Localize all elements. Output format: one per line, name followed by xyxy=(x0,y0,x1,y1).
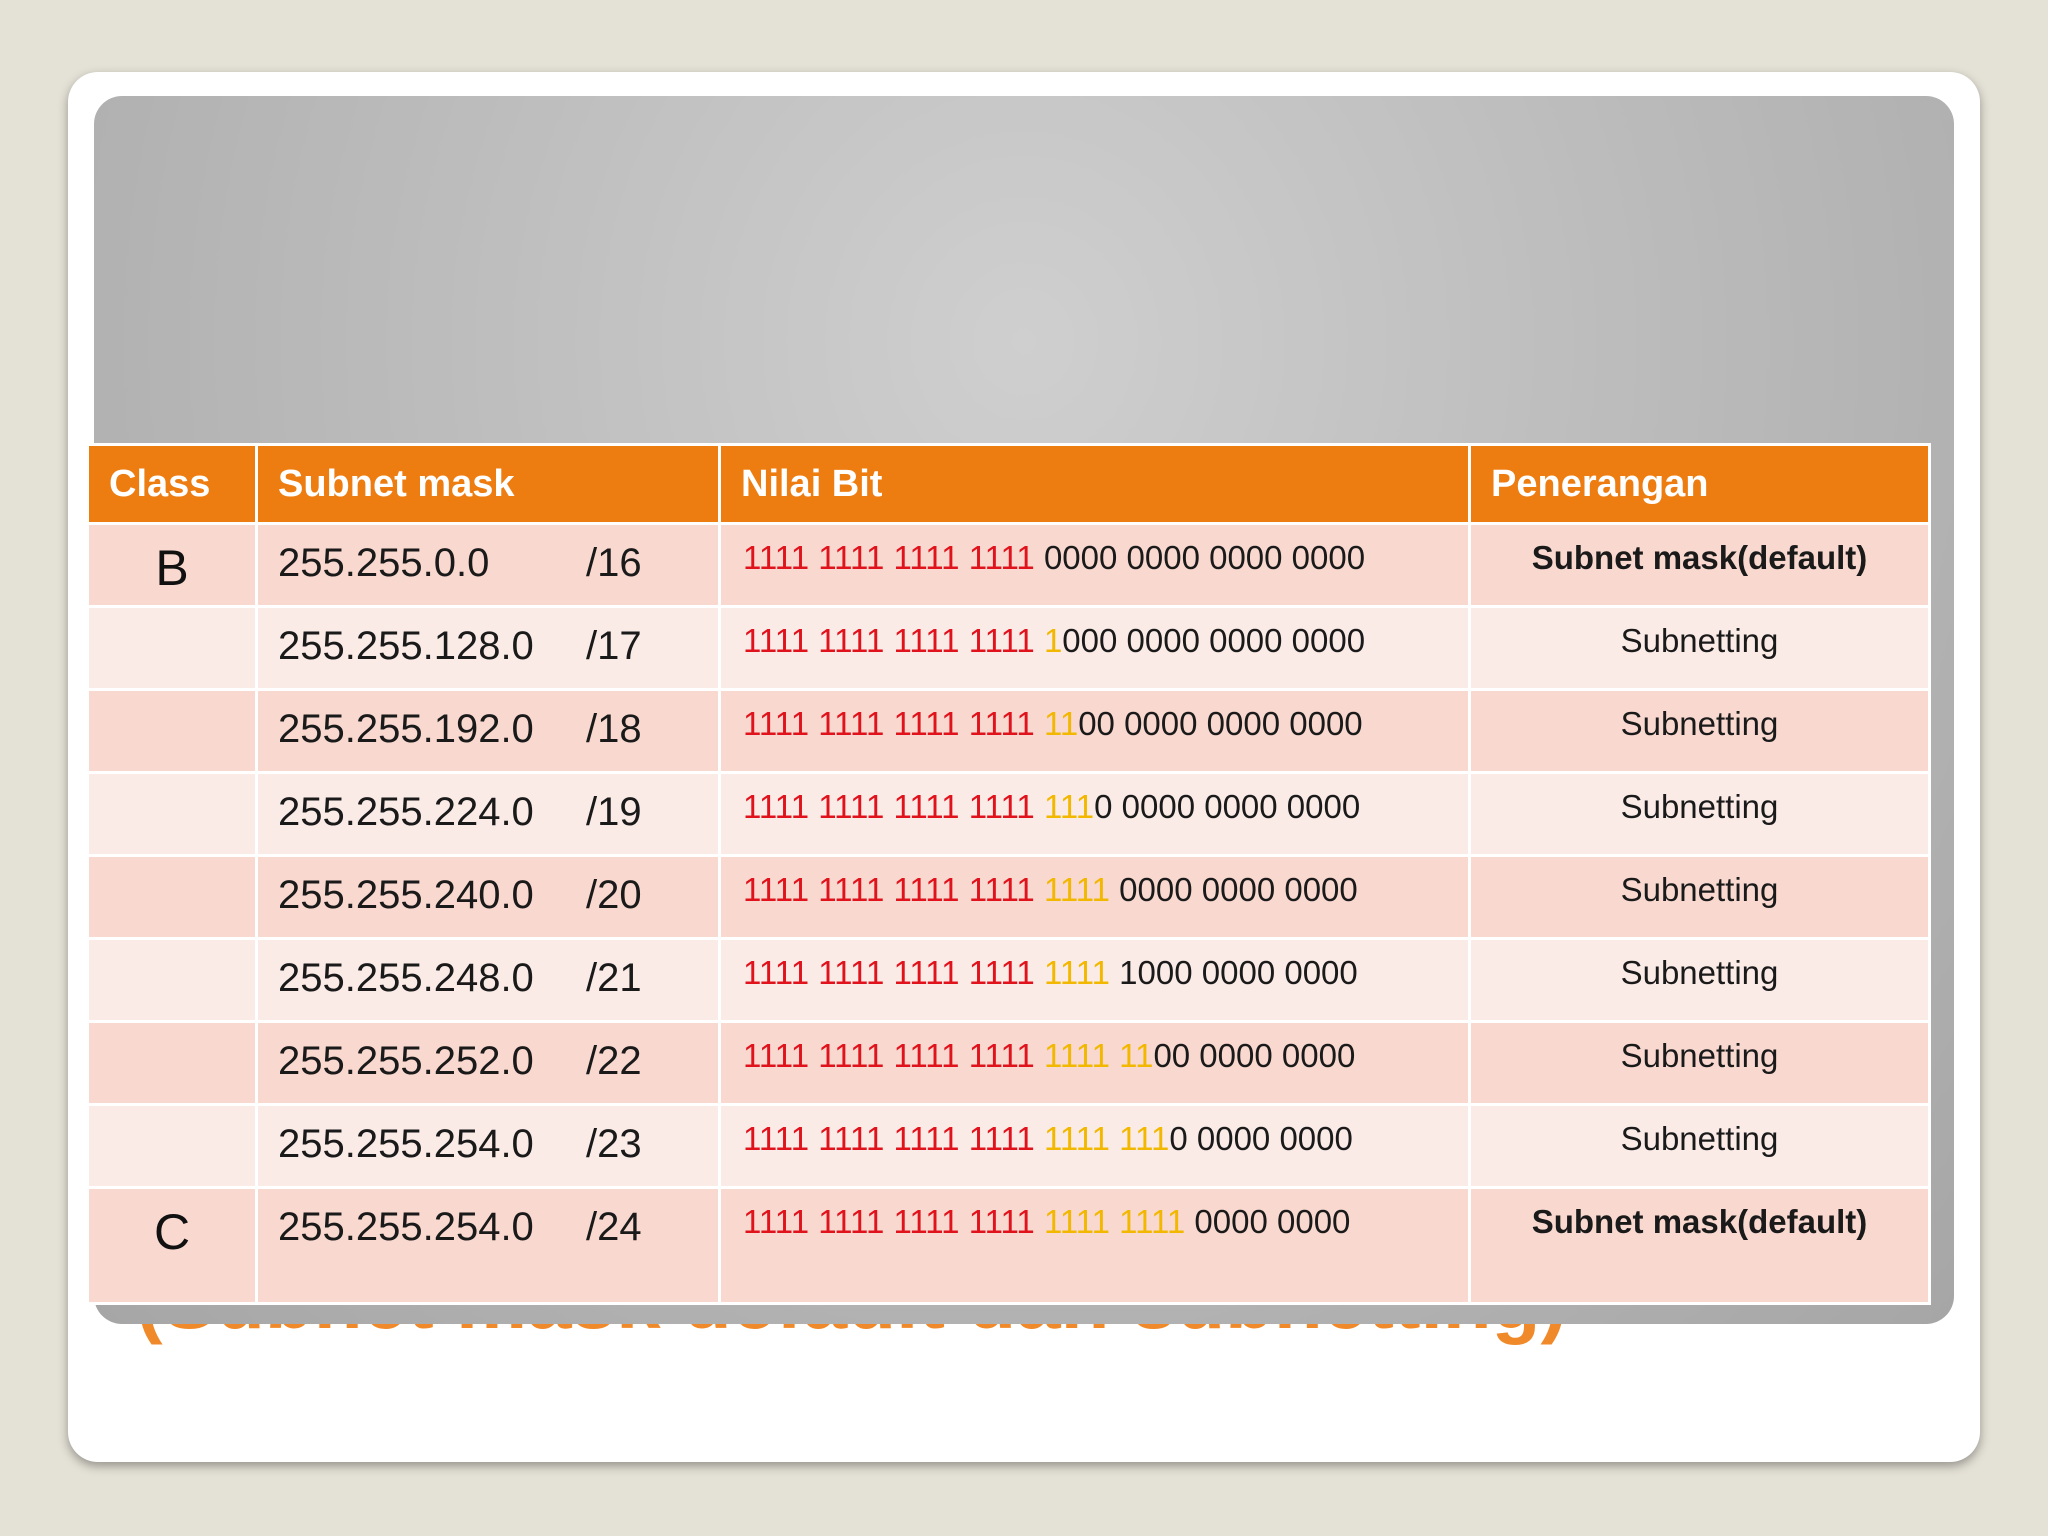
table-row xyxy=(88,1188,1930,1304)
bit-segment-yellow: 1 xyxy=(1043,622,1063,659)
cell-subnet-mask xyxy=(257,856,720,939)
mask-ip: 255.255.252.0 xyxy=(278,1039,534,1083)
cell-nilai-bit xyxy=(720,690,1470,773)
cell-class xyxy=(88,607,257,690)
cell-subnet-mask xyxy=(257,607,720,690)
bit-segment-red: 1111 1111 1111 1111 xyxy=(743,871,1044,908)
table-row xyxy=(88,856,1930,939)
cell-nilai-bit xyxy=(720,524,1470,607)
cell-penerangan: Subnetting xyxy=(1470,607,1930,690)
cell-subnet-mask xyxy=(257,773,720,856)
cell-penerangan: Subnet mask(default) xyxy=(1470,524,1930,607)
cell-nilai-bit xyxy=(720,773,1470,856)
mask-prefix: /18 xyxy=(586,707,642,751)
bit-segment-red: 1111 1111 1111 1111 xyxy=(743,622,1044,659)
cell-penerangan: Subnetting xyxy=(1470,939,1930,1022)
bit-segment-yellow: 1111 1111 xyxy=(1043,1203,1186,1240)
cell-class: C xyxy=(88,1188,257,1304)
cell-penerangan: Subnetting xyxy=(1470,773,1930,856)
mask-prefix: /22 xyxy=(586,1039,642,1083)
cell-class xyxy=(88,939,257,1022)
cell-penerangan: Subnetting xyxy=(1470,690,1930,773)
cell-nilai-bit xyxy=(720,856,1470,939)
bit-segment-red: 1111 1111 1111 1111 xyxy=(743,705,1044,742)
mask-prefix: /19 xyxy=(586,790,642,834)
cell-nilai-bit xyxy=(720,1022,1470,1105)
bit-segment-black: 0000 0000 0000 xyxy=(1110,871,1358,908)
table-body xyxy=(88,524,1930,1304)
table-row xyxy=(88,524,1930,607)
mask-prefix: /21 xyxy=(586,956,642,1000)
mask-ip: 255.255.224.0 xyxy=(278,790,534,834)
cell-class xyxy=(88,1105,257,1188)
mask-ip: 255.255.254.0 xyxy=(278,1122,534,1166)
cell-class xyxy=(88,1022,257,1105)
table-row xyxy=(88,1105,1930,1188)
bit-segment-black: 000 0000 0000 0000 xyxy=(1062,622,1366,659)
mask-prefix: /16 xyxy=(586,541,642,585)
cell-subnet-mask xyxy=(257,1105,720,1188)
header-subnet-mask: Subnet mask xyxy=(257,445,720,524)
mask-prefix: /20 xyxy=(586,873,642,917)
table-row xyxy=(88,773,1930,856)
cell-subnet-mask xyxy=(257,1188,720,1304)
cell-penerangan: Subnetting xyxy=(1470,1105,1930,1188)
table-row xyxy=(88,939,1930,1022)
cell-penerangan: Subnet mask(default) xyxy=(1470,1188,1930,1304)
bit-segment-red: 1111 1111 1111 1111 xyxy=(743,1203,1044,1240)
mask-ip: 255.255.254.0 xyxy=(278,1205,534,1249)
mask-ip: 255.255.0.0 xyxy=(278,541,490,585)
table-header-row xyxy=(88,445,1930,524)
cell-subnet-mask xyxy=(257,1022,720,1105)
cell-nilai-bit xyxy=(720,1105,1470,1188)
cell-penerangan: Subnetting xyxy=(1470,856,1930,939)
bit-segment-red: 1111 1111 1111 1111 xyxy=(743,539,1044,576)
header-nilai-bit: Nilai Bit xyxy=(720,445,1470,524)
bit-segment-black: 1000 0000 0000 xyxy=(1110,954,1358,991)
bit-segment-yellow: 111 xyxy=(1043,788,1095,825)
cell-penerangan: Subnetting xyxy=(1470,1022,1930,1105)
bit-segment-yellow: 1111 111 xyxy=(1043,1120,1170,1157)
bit-segment-yellow: 1111 xyxy=(1043,871,1111,908)
table-row xyxy=(88,690,1930,773)
bit-segment-red: 1111 1111 1111 1111 xyxy=(743,788,1044,825)
bit-segment-black: 0000 0000 xyxy=(1185,1203,1351,1240)
table-row xyxy=(88,1022,1930,1105)
bit-segment-red: 1111 1111 1111 1111 xyxy=(743,1120,1044,1157)
cell-class xyxy=(88,773,257,856)
bit-segment-red: 1111 1111 1111 1111 xyxy=(743,954,1044,991)
mask-ip: 255.255.192.0 xyxy=(278,707,534,751)
mask-prefix: /24 xyxy=(586,1205,642,1249)
bit-segment-red: 1111 1111 1111 1111 xyxy=(743,1037,1044,1074)
subnet-table xyxy=(86,443,1931,1305)
mask-ip: 255.255.240.0 xyxy=(278,873,534,917)
bit-segment-black: 0000 0000 0000 0000 xyxy=(1043,539,1366,576)
cell-nilai-bit xyxy=(720,1188,1470,1304)
mask-ip: 255.255.248.0 xyxy=(278,956,534,1000)
mask-prefix: /23 xyxy=(586,1122,642,1166)
cell-class xyxy=(88,690,257,773)
mask-prefix: /17 xyxy=(586,624,642,668)
cell-nilai-bit xyxy=(720,607,1470,690)
mask-ip: 255.255.128.0 xyxy=(278,624,534,668)
cell-class xyxy=(88,856,257,939)
bit-segment-black: 00 0000 0000 xyxy=(1153,1037,1356,1074)
bit-segment-black: 00 0000 0000 0000 xyxy=(1078,705,1363,742)
bit-segment-yellow: 1111 11 xyxy=(1043,1037,1154,1074)
cell-subnet-mask xyxy=(257,690,720,773)
bit-segment-yellow: 1111 xyxy=(1043,954,1111,991)
cell-subnet-mask xyxy=(257,939,720,1022)
header-penerangan: Penerangan xyxy=(1470,445,1930,524)
bit-segment-black: 0 0000 0000 xyxy=(1169,1120,1353,1157)
header-class: Class xyxy=(88,445,257,524)
bit-segment-black: 0 0000 0000 0000 xyxy=(1094,788,1361,825)
table-row xyxy=(88,607,1930,690)
cell-class: B xyxy=(88,524,257,607)
cell-subnet-mask xyxy=(257,524,720,607)
bit-segment-yellow: 11 xyxy=(1043,705,1079,742)
cell-nilai-bit xyxy=(720,939,1470,1022)
